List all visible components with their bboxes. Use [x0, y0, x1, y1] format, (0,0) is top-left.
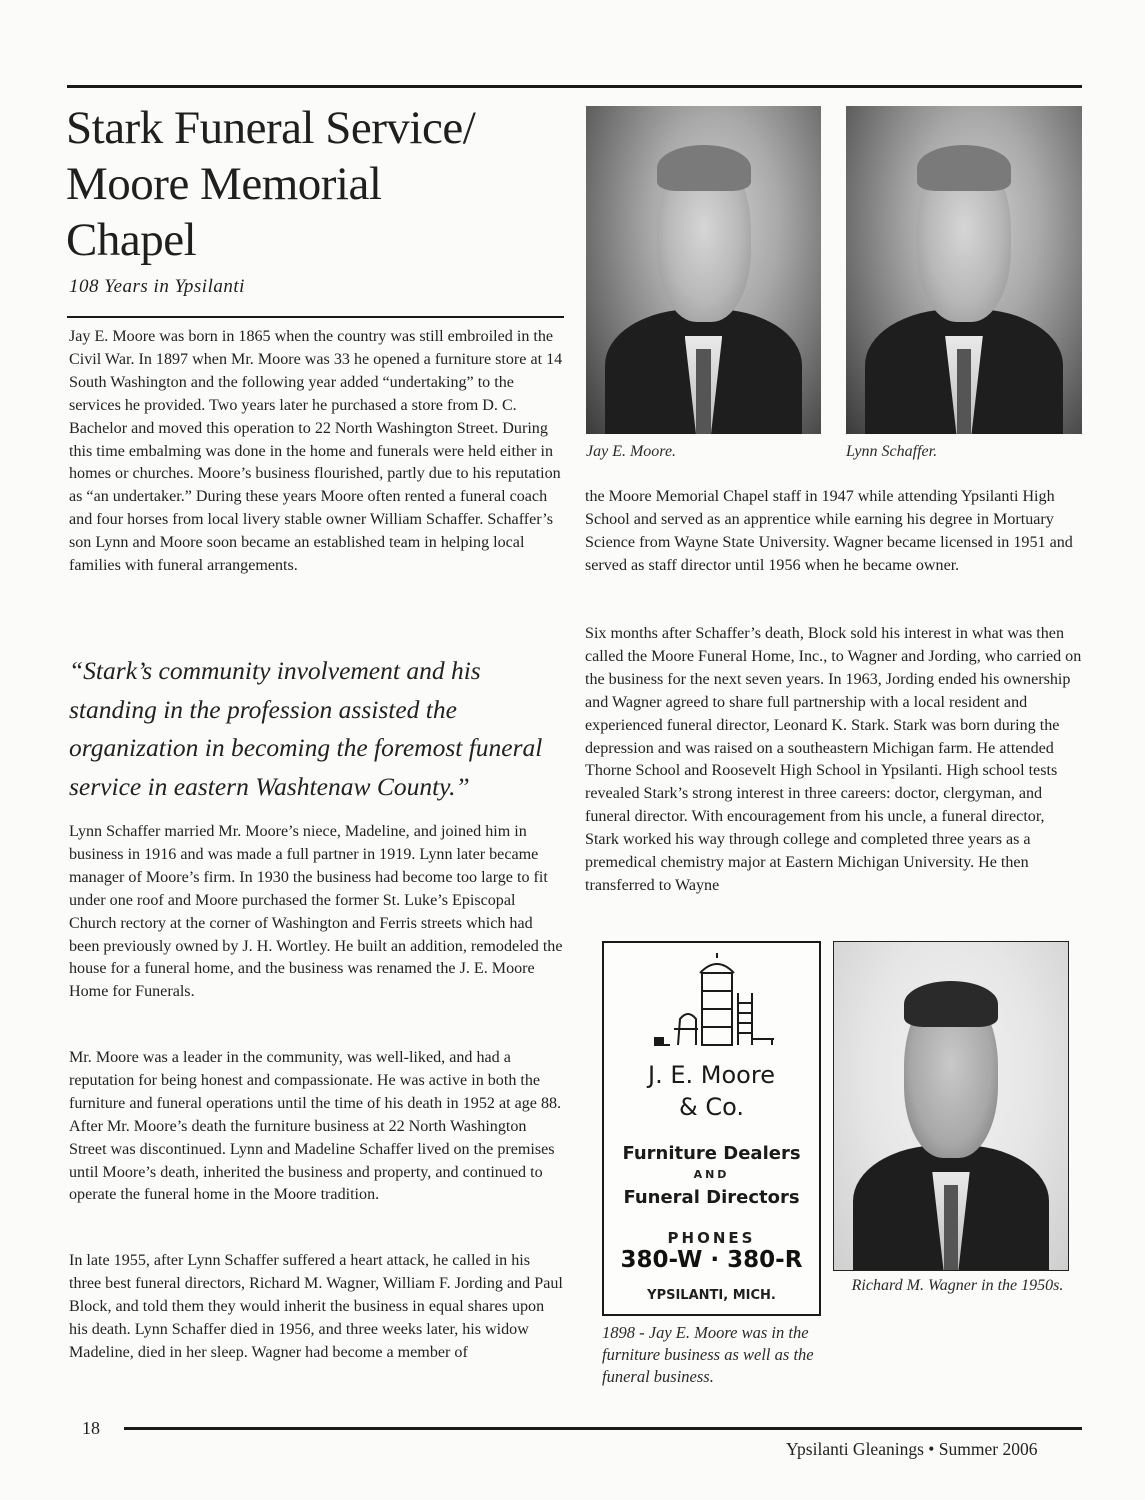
ad-furniture-dealers: Furniture Dealers — [622, 1143, 801, 1164]
title-line: Chapel — [66, 214, 197, 266]
ad-company-name — [604, 1059, 819, 1123]
photo-jay-moore — [586, 106, 821, 434]
paragraph-moore-leader: Mr. Moore was a leader in the community, was well-liked, and had a reputation for being honest and compassionate. He was active in both the furniture and funeral operations until the time of his death in 1952 at age 88. After Mr. Moore’s death the furniture business at 22 North Washington Street was discontinued. Lynn and Madeline Schaffer lived on the premises until Moore’s death, inherited the business and property, and continued to operate the funeral home in the Moore tradition. — [69, 1049, 562, 1204]
page-number: 18 — [82, 1418, 100, 1438]
title-rule — [67, 316, 564, 318]
photo-richard-wagner — [833, 941, 1069, 1271]
paragraph-stark: Six months after Schaffer’s death, Block sold his interest in what was then called the Moore Funeral Home, Inc., to Wagner and Jording, who carried on the business for the next seven years. In 1963, Jording ended his ownership and Wagner agreed to share full partnership with a local resident and experienced funeral director, Leonard K. Stark. Stark was born during the depression and was raised on a southeastern Michigan farm. He attended Thorne School and Roosevelt High School in Ypsilanti. High school tests revealed Stark’s strong interest in three careers: doctor, clergyman, and funeral director. With encouragement from his uncle, a funeral director, Stark worked his way through college and completed three years as a premedical chemistry major at Eastern Michigan University. He then transferred to Wayne — [585, 625, 1082, 894]
paragraph-schaffer: Lynn Schaffer married Mr. Moore’s niece, Madeline, and joined him in business in 1916 and was made a full partner in 1919. Lynn later became manager of Moore’s firm. In 1930 the business had become too large to fit under one roof and Moore purchased the former St. Luke’s Episcopal Church rectory at the corner of Washington and Ferris streets which had been previously owned by J. H. Wortley. He built an addition, remodeled the house for a funeral home, and the business was renamed the J. E. Moore Home for Funerals. — [69, 823, 563, 1001]
photo-lynn-schaffer — [846, 106, 1082, 434]
bottom-rule — [124, 1427, 1082, 1430]
ad-city: YPSILANTI, MICH. — [647, 1288, 776, 1303]
article-title — [66, 100, 566, 268]
ad-phone-numbers: 380-W · 380-R — [620, 1247, 803, 1273]
caption-jay-moore: Jay E. Moore. — [586, 443, 677, 460]
caption-richard-wagner: Richard M. Wagner in the 1950s. — [851, 1277, 1064, 1294]
title-line: Moore Memorial — [66, 158, 382, 210]
publication-footer: Ypsilanti Gleanings • Summer 2006 — [786, 1439, 1038, 1459]
paragraph-wagner: the Moore Memorial Chapel staff in 1947 while attending Ypsilanti High School and served as an apprentice while earning his degree in Mortuary Science from Wayne State University. Wagner became licensed in 1951 and served as staff director until 1956 when he became owner. — [585, 488, 1073, 574]
paragraph-intro: Jay E. Moore was born in 1865 when the country was still embroiled in the Civil War. In 1897 when Mr. Moore was 33 he opened a furniture store at 14 South Washington and the following year added “undertaking” to the services he provided. Two years later he purchased a store from D. C. Bachelor and moved this operation to 22 North Washington Street. During this time embalming was done in the home and funerals were held either in homes or churches. Moore’s business flourished, partly due to his reputation as “an undertaker.” During these years Moore often rented a funeral coach and four horses from local livery stable owner William Schaffer. Schaffer’s son Lynn and Moore soon became an established team in helping local families with funeral arrangements. — [69, 328, 563, 575]
caption-advertisement: 1898 - Jay E. Moore was in the furniture business as well as the funeral business. — [602, 1323, 814, 1386]
title-line: Stark Funeral Service/ — [66, 102, 476, 154]
ad-company-line: & Co. — [679, 1093, 744, 1121]
advertisement-moore-co — [602, 941, 821, 1316]
furniture-illustration-icon — [634, 953, 794, 1053]
ad-funeral-directors: Funeral Directors — [623, 1187, 800, 1208]
caption-lynn-schaffer: Lynn Schaffer. — [846, 443, 938, 460]
article-subtitle: 108 Years in Ypsilanti — [69, 276, 245, 297]
ad-phones-label: PHONES — [667, 1229, 756, 1247]
ad-and: AND — [693, 1168, 730, 1181]
top-rule — [67, 85, 1082, 88]
paragraph-succession: In late 1955, after Lynn Schaffer suffered a heart attack, he called in his three best funeral directors, Richard M. Wagner, William F. Jording and Paul Block, and told them they would inherit the business in equal shares upon his death. Lynn Schaffer died in 1956, and three weeks later, his widow Madeline, died in her sleep. Wagner had become a member of — [69, 1252, 563, 1361]
ad-company-line: J. E. Moore — [648, 1061, 775, 1089]
pull-quote: “Stark’s community involvement and his standing in the profession assisted the organization in becoming the foremost funeral service in eastern Washtenaw County.” — [69, 656, 543, 801]
